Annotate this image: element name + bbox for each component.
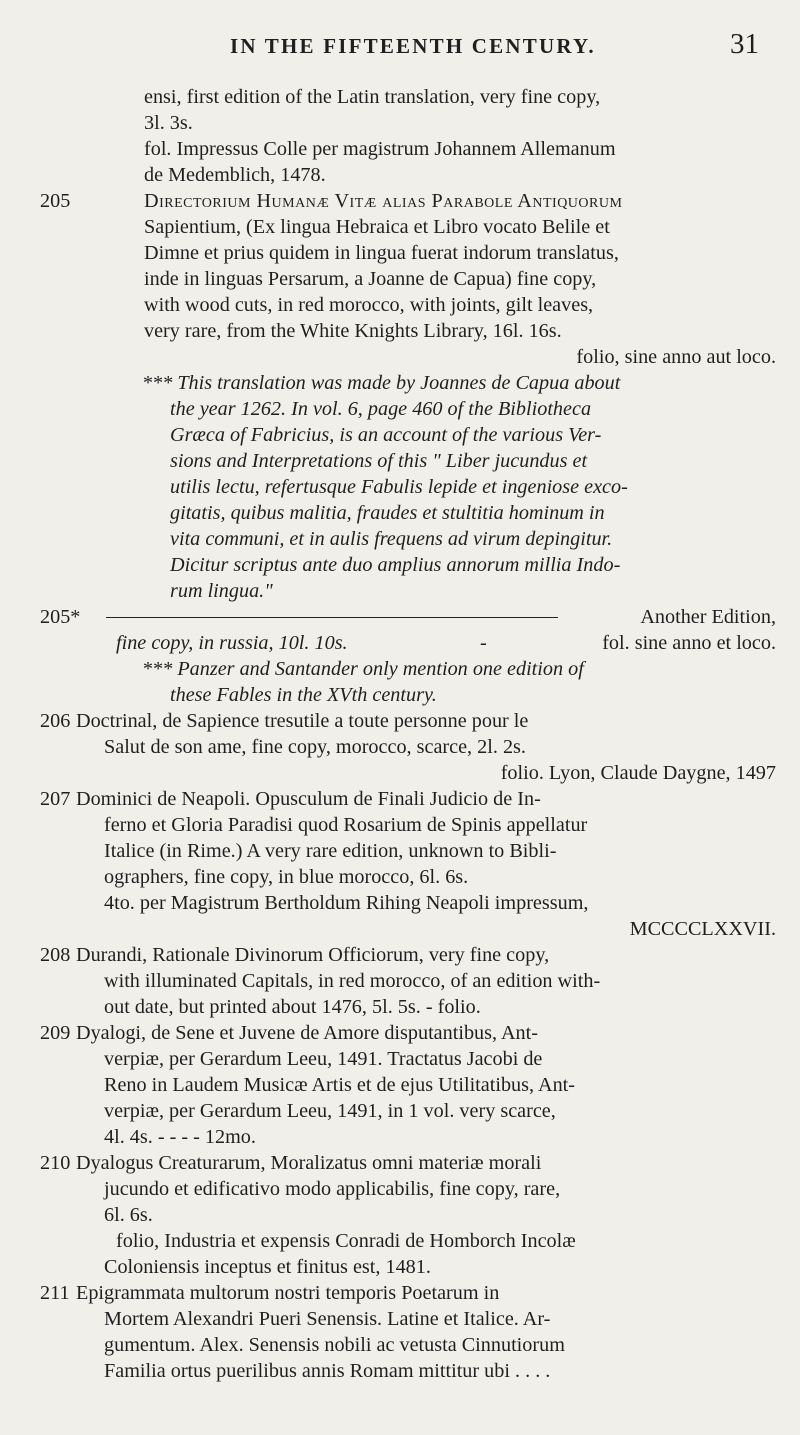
entry-line: de Medemblich, 1478. (144, 164, 326, 186)
entry-line: Epigrammata multorum nostri temporis Poetarum in (76, 1282, 500, 1304)
entry-line: inde in linguas Persarum, a Joanne de Capua) fine copy, (144, 268, 597, 290)
entry-number: 205* (40, 606, 81, 628)
price-row: fine copy, in russia, 10l. 10s. - fol. sine anno et loco. (116, 632, 776, 654)
entry-number: 210 (40, 1152, 71, 1174)
entry-205 (40, 188, 780, 604)
imprint-line: 4to. per Magistrum Bertholdum Rihing Neapoli impressum, (104, 892, 589, 914)
page-header (0, 28, 800, 64)
entry-207 (40, 786, 780, 942)
entry-line: Dimne et prius quidem in lingua fuerat indorum translatus, (144, 242, 619, 264)
note-line: *** Panzer and Santander only mention one edition of (142, 658, 584, 680)
imprint-line: fol. sine anno et loco. (602, 632, 776, 654)
entry-line: very rare, from the White Knights Library, 16l. 16s. (144, 320, 562, 342)
imprint-line: folio, Industria et expensis Conradi de Homborch Incolæ (116, 1230, 576, 1252)
entry-line: Italice (in Rime.) A very rare edition, unknown to Bibli- (104, 840, 557, 862)
entry-line: Dominici de Neapoli. Opusculum de Finali Judicio de In- (76, 788, 541, 810)
note-line: these Fables in the XVth century. (170, 684, 437, 706)
entry-206 (40, 708, 780, 786)
another-edition-row (40, 604, 780, 630)
entry-line: 4l. 4s. - - - - 12mo. (104, 1126, 256, 1148)
entry-line: jucundo et edificativo modo applicabilis, fine copy, rare, (104, 1178, 561, 1200)
entry-line: out date, but printed about 1476, 5l. 5s. - folio. (104, 996, 481, 1018)
entry-line: Salut de son ame, fine copy, morocco, scarce, 2l. 2s. (104, 736, 526, 758)
entry-line: ographers, fine copy, in blue morocco, 6l. 6s. (104, 866, 469, 888)
entry-211 (40, 1280, 780, 1384)
note-line: vita communi, et in aulis frequens ad virum depingitur. (170, 528, 613, 550)
entry-line: fine copy, in russia, 10l. 10s. (116, 632, 348, 654)
entry-line: with illuminated Capitals, in red morocco, of an edition with- (104, 970, 601, 992)
entry-line: Mortem Alexandri Pueri Senensis. Latine et Italice. Ar- (104, 1308, 551, 1330)
entry-number: 209 (40, 1022, 71, 1044)
entry-line: ensi, first edition of the Latin translation, very fine copy, (144, 86, 601, 108)
imprint-line: folio. Lyon, Claude Daygne, 1497 (500, 762, 776, 784)
entry-line: fol. Impressus Colle per magistrum Johannem Allemanum (144, 138, 616, 160)
entry-number: 205 (40, 190, 71, 212)
note-line: gitatis, quibus malitia, fraudes et stultitia hominum in (170, 502, 605, 524)
entry-line: Reno in Laudem Musicæ Artis et de ejus Utilitatibus, Ant- (104, 1074, 575, 1096)
note-line: utilis lectu, refertusque Fabulis lepide et ingeniose exco- (170, 476, 628, 498)
entry-line: ferno et Gloria Paradisi quod Rosarium de Spinis appellatur (104, 814, 588, 836)
entry-number: 211 (40, 1282, 70, 1304)
entry-210 (40, 1150, 780, 1280)
entry-line: verpiæ, per Gerardum Leeu, 1491, in 1 vol. very scarce, (104, 1100, 556, 1122)
note-line: the year 1262. In vol. 6, page 460 of the Bibliotheca (170, 398, 592, 420)
note-line: rum lingua." (170, 580, 273, 602)
entry-line: 3l. 3s. (144, 112, 193, 134)
note-line: Dicitur scriptus ante duo amplius annorum millia Indo- (170, 554, 621, 576)
entry-line: with wood cuts, in red morocco, with joints, gilt leaves, (144, 294, 594, 316)
note-line: Græca of Fabricius, is an account of the various Ver- (170, 424, 602, 446)
imprint-line: Coloniensis inceptus et finitus est, 1481. (104, 1256, 431, 1278)
note-line: sions and Interpretations of this " Liber jucundus et (170, 450, 588, 472)
entry-line: Dyalogi, de Sene et Juvene de Amore disputantibus, Ant- (76, 1022, 538, 1044)
running-head: IN THE FIFTEENTH CENTURY. (230, 34, 596, 58)
catalogue-body (40, 84, 780, 1384)
entry-line: Familia ortus puerilibus annis Romam mittitur ubi . . . . (104, 1360, 551, 1382)
page-number: 31 (730, 28, 759, 60)
entry-line: verpiæ, per Gerardum Leeu, 1491. Tractatus Jacobi de (104, 1048, 543, 1070)
imprint-line: folio, sine anno aut loco. (576, 346, 776, 368)
ditto-rule (106, 617, 558, 618)
entry-209 (40, 1020, 780, 1150)
note-line: *** This translation was made by Joannes de Capua about (142, 372, 621, 394)
entry-continuation (40, 84, 780, 188)
entry-number: 207 (40, 788, 71, 810)
entry-line: Dyalogus Creaturarum, Moralizatus omni materiæ morali (76, 1152, 542, 1174)
entry-205-star (40, 604, 780, 708)
entry-line: Sapientium, (Ex lingua Hebraica et Libro vocato Belile et (144, 216, 610, 238)
entry-208 (40, 942, 780, 1020)
imprint-date: MCCCCLXXVII. (629, 918, 776, 940)
entry-line: Directorium Humanæ Vitæ alias Parabole Antiquorum (144, 190, 623, 212)
entry-line: Durandi, Rationale Divinorum Officiorum, very fine copy, (76, 944, 550, 966)
entry-line: gumentum. Alex. Senensis nobili ac vetusta Cinnutiorum (104, 1334, 565, 1356)
entry-number: 206 (40, 710, 71, 732)
entry-line: Doctrinal, de Sapience tresutile a toute personne pour le (76, 710, 529, 732)
entry-line: 6l. 6s. (104, 1204, 153, 1226)
entry-number: 208 (40, 944, 71, 966)
entry-line: Another Edition, (640, 606, 776, 628)
